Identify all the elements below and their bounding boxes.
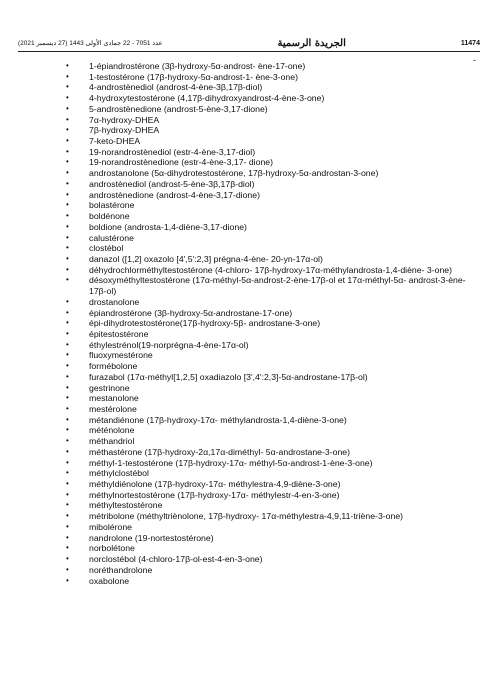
substance-item xyxy=(66,458,466,469)
bullet-icon: • xyxy=(66,61,69,70)
substance-text: méthastérone (17β-hydroxy-2α,17α-diméthyl- 5α-androstane-3-one) xyxy=(89,446,351,457)
bullet-icon: • xyxy=(66,146,69,156)
substance-text: 19-norandrostènedione (estr-4-ène-3,17- dione) xyxy=(89,157,273,168)
bullet-icon: • xyxy=(66,511,69,521)
substance-item xyxy=(66,82,466,93)
substance-text: méthyltestostérone xyxy=(89,500,163,511)
substance-text: bolastérone xyxy=(89,200,135,211)
bullet-icon: • xyxy=(66,136,69,146)
substance-item xyxy=(66,72,466,83)
bullet-icon: • xyxy=(66,446,69,456)
margin-mark: - xyxy=(473,55,476,65)
substance-item xyxy=(66,318,466,329)
bullet-icon: • xyxy=(66,489,69,499)
bullet-icon: • xyxy=(66,82,69,92)
substance-text: norclostébol (4-chloro-17β-ol-est-4-en-3-one) xyxy=(89,554,263,565)
substance-text: nandrolone (19-nortestostérone) xyxy=(89,532,214,543)
substance-text: 1-testostérone (17β-hydroxy-5α-androst-1- ène-3-one) xyxy=(89,71,298,82)
bullet-icon: • xyxy=(66,543,69,553)
substance-item xyxy=(66,383,466,394)
substance-text: fluoxymestérone xyxy=(89,350,153,361)
substance-text: désoxyméthyltestostérone (17α-méthyl-5α-androst-2-ène-17β-ol et 17α-méthyl-5α- androst-3-ène-17β-ol) xyxy=(89,275,466,297)
substance-item xyxy=(66,168,466,179)
bullet-icon: • xyxy=(66,436,69,446)
substance-item xyxy=(66,93,466,104)
header-rule xyxy=(18,51,480,52)
bullet-icon: • xyxy=(66,521,69,531)
bullet-icon: • xyxy=(66,71,69,81)
substance-text: 19-norandrostènediol (estr-4-ène-3,17-diol) xyxy=(89,146,256,157)
bullet-icon: • xyxy=(66,532,69,542)
page-number: 11474 xyxy=(460,39,480,47)
substance-text: méténolone xyxy=(89,425,135,436)
substance-item xyxy=(66,308,466,319)
substance-item xyxy=(66,243,466,254)
substance-text: 1-épiandrostérone (3β-hydroxy-5α-androst- ène-17-one) xyxy=(89,61,306,71)
bullet-icon: • xyxy=(66,393,69,403)
bullet-icon: • xyxy=(66,425,69,435)
substance-text: androstènedione (androst-4-ène-3,17-dione) xyxy=(89,189,260,200)
substance-list xyxy=(66,61,466,586)
bullet-icon: • xyxy=(66,275,69,285)
substance-text: furazabol (17α-méthyl[1,2,5] oxadiazolo [3',4':2,3]-5α-androstane-17β-ol) xyxy=(89,371,368,382)
bullet-icon: • xyxy=(66,479,69,489)
bullet-icon: • xyxy=(66,114,69,124)
substance-item xyxy=(66,468,466,479)
bullet-icon: • xyxy=(66,564,69,574)
substance-text: méthylclostébol xyxy=(89,468,149,479)
substance-item xyxy=(66,222,466,233)
bullet-icon: • xyxy=(66,371,69,381)
substance-item xyxy=(66,350,466,361)
bullet-icon: • xyxy=(66,318,69,328)
bullet-icon: • xyxy=(66,328,69,338)
substance-item xyxy=(66,147,466,158)
substance-text: méthylnortestostérone (17β-hydroxy-17α- méthylestr-4-en-3-one) xyxy=(89,489,340,500)
substance-text: calustérone xyxy=(89,232,134,243)
substance-text: méthyldiénolone (17β-hydroxy-17α- méthylestra-4,9-diène-3-one) xyxy=(89,479,341,490)
substance-item xyxy=(66,200,466,211)
substance-item xyxy=(66,447,466,458)
bullet-icon: • xyxy=(66,103,69,113)
substance-item xyxy=(66,125,466,136)
substance-text: androstènediol (androst-5-ène-3β,17β-diol) xyxy=(89,178,255,189)
substance-item xyxy=(66,329,466,340)
substance-text: 4-androstènediol (androst-4-ène-3β,17β-diol) xyxy=(89,82,263,93)
substance-text: mestérolone xyxy=(89,404,137,414)
substance-text: épitestostérone xyxy=(89,328,149,339)
bullet-icon: • xyxy=(66,253,69,263)
substance-item xyxy=(66,479,466,490)
bullet-icon: • xyxy=(66,93,69,103)
substance-text: méthyl-1-testostérone (17β-hydroxy-17α- méthyl-5α-androst-1-ène-3-one) xyxy=(89,457,373,468)
substance-text: 5-androstènedione (androst-5-ène-3,17-dione) xyxy=(89,103,268,114)
substance-text: métribolone (méthyltriènolone, 17β-hydroxy- 17α-méthylestra-4,9,11-triène-3-one) xyxy=(89,511,404,522)
bullet-icon: • xyxy=(66,350,69,360)
substance-item xyxy=(66,576,466,587)
substance-item xyxy=(66,275,466,296)
substance-item xyxy=(66,157,466,168)
substance-item xyxy=(66,415,466,426)
substance-text: boldione (androsta-1,4-diène-3,17-dione) xyxy=(89,221,247,232)
bullet-icon: • xyxy=(66,361,69,371)
substance-text: clostébol xyxy=(89,243,124,254)
substance-item xyxy=(66,404,466,415)
substance-item xyxy=(66,511,466,522)
substance-item xyxy=(66,61,466,72)
bullet-icon: • xyxy=(66,404,69,413)
substance-text: épiandrostérone (3β-hydroxy-5α-androstane-17-one) xyxy=(89,307,293,318)
bullet-icon: • xyxy=(66,178,69,188)
substance-item xyxy=(66,393,466,404)
substance-text: déhydrochlorméthyltestostérone (4-chloro- 17β-hydroxy-17α-méthylandrosta-1,4-diène- 3-one) xyxy=(89,264,453,275)
substance-text: norbolétone xyxy=(89,543,135,554)
substance-text: méthandriol xyxy=(89,436,135,447)
bullet-icon: • xyxy=(66,243,69,253)
substance-item xyxy=(66,436,466,447)
bullet-icon: • xyxy=(66,339,69,349)
substance-item xyxy=(66,500,466,511)
substance-text: androstanolone (5α-dihydrotestostérone, 17β-hydroxy-5α-androstan-3-one) xyxy=(89,168,379,179)
substance-text: noréthandrolone xyxy=(89,564,153,575)
substance-text: mestanolone xyxy=(89,393,139,404)
substance-item xyxy=(66,361,466,372)
bullet-icon: • xyxy=(66,221,69,231)
bullet-icon: • xyxy=(66,211,69,221)
substance-text: 7-keto-DHEA xyxy=(89,136,141,147)
substance-item xyxy=(66,340,466,351)
bullet-icon: • xyxy=(66,200,69,210)
substance-item xyxy=(66,136,466,147)
bullet-icon: • xyxy=(66,554,69,564)
bullet-icon: • xyxy=(66,457,69,467)
substance-item xyxy=(66,265,466,276)
substance-item xyxy=(66,425,466,436)
substance-text: 7β-hydroxy-DHEA xyxy=(89,125,160,136)
substance-item xyxy=(66,522,466,533)
substance-text: danazol ([1,2] oxazolo [4',5':2,3] prégna-4-ène- 20-yn-17α-ol) xyxy=(89,253,323,264)
bullet-icon: • xyxy=(66,296,69,306)
page-header xyxy=(18,36,480,50)
substance-item xyxy=(66,554,466,565)
bullet-icon: • xyxy=(66,125,69,135)
bullet-icon: • xyxy=(66,382,69,392)
substance-text: 4-hydroxytestostérone (4,17β-dihydroxyandrost-4-ène-3-one) xyxy=(89,93,325,104)
substance-text: épi-dihydrotestostérone(17β-hydroxy-5β- androstane-3-one) xyxy=(89,318,321,329)
issue-info: عدد 7051 - 22 جمادى الأولى 1443 (27 ديسمبر 2021) xyxy=(18,40,163,47)
substance-item xyxy=(66,190,466,201)
substance-text: métandiénone (17β-hydroxy-17α- méthylandrosta-1,4-diène-3-one) xyxy=(89,414,347,425)
substance-item xyxy=(66,254,466,265)
substance-item xyxy=(66,543,466,554)
substance-text: mibolérone xyxy=(89,521,132,532)
bullet-icon: • xyxy=(66,500,69,510)
substance-text: formébolone xyxy=(89,361,138,372)
bullet-icon: • xyxy=(66,189,69,199)
substance-item xyxy=(66,233,466,244)
substance-text: 7α-hydroxy-DHEA xyxy=(89,114,160,125)
substance-text: éthylestrénol(19-norprégna-4-ène-17α-ol) xyxy=(89,339,249,350)
bullet-icon: • xyxy=(66,575,69,585)
substance-item xyxy=(66,565,466,576)
substance-item xyxy=(66,211,466,222)
bullet-icon: • xyxy=(66,157,69,167)
bullet-icon: • xyxy=(66,307,69,317)
journal-title: الجريدة الرسمية xyxy=(277,37,346,49)
bullet-icon: • xyxy=(66,168,69,178)
substance-text: boldénone xyxy=(89,211,130,222)
substance-item xyxy=(66,533,466,544)
substance-item xyxy=(66,297,466,308)
substance-item xyxy=(66,115,466,126)
substance-text: oxabolone xyxy=(89,575,130,586)
bullet-icon: • xyxy=(66,264,69,274)
bullet-icon: • xyxy=(66,468,69,478)
bullet-icon: • xyxy=(66,232,69,242)
bullet-icon: • xyxy=(66,414,69,424)
substance-text: drostanolone xyxy=(89,296,140,307)
substance-text: gestrinone xyxy=(89,382,130,393)
substance-item xyxy=(66,104,466,115)
substance-item xyxy=(66,490,466,501)
substance-item xyxy=(66,372,466,383)
substance-item xyxy=(66,179,466,190)
